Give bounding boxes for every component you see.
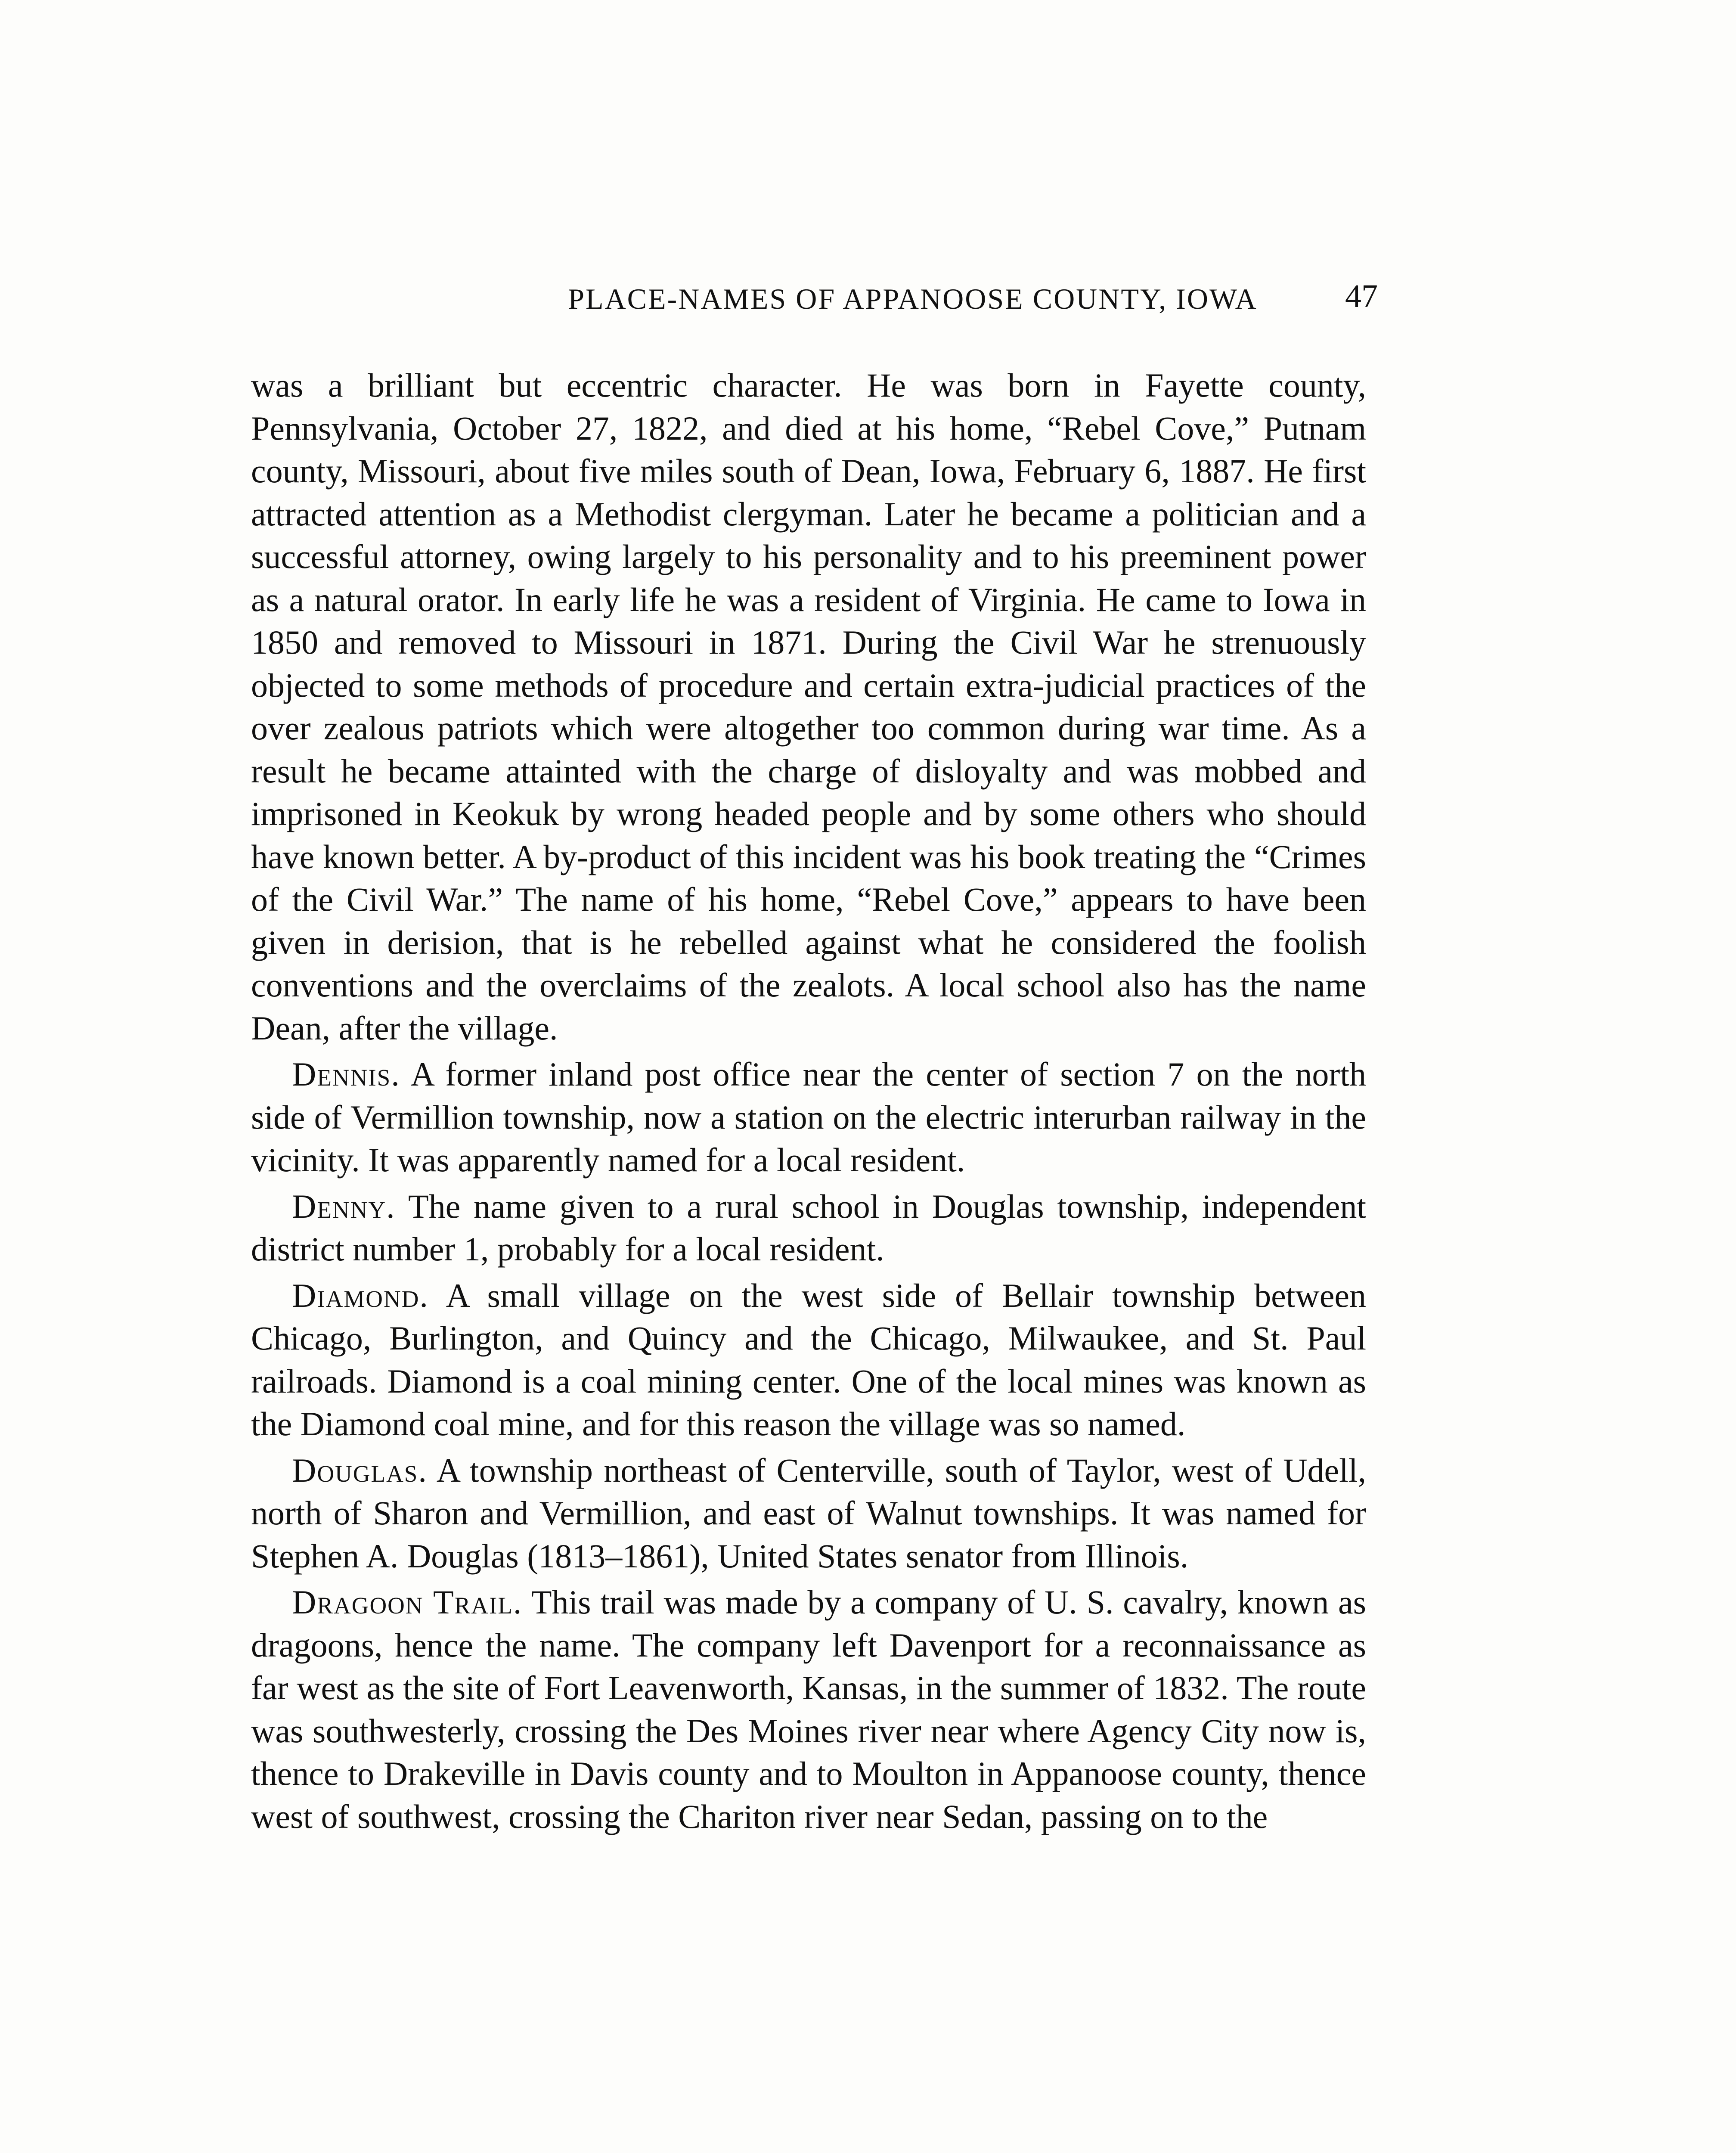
headword: Dragoon Trail. <box>292 1583 523 1621</box>
entry-dragoon-trail <box>251 1581 1366 1838</box>
running-title: PLACE-NAMES OF APPANOOSE COUNTY, IOWA <box>568 282 1258 315</box>
headword: Douglas. <box>292 1451 428 1489</box>
entry-text: A small village on the west side of Bellair township between Chicago, Burlington, and Quincy and the Chicago, Milwaukee, and St. Paul railroads. Diamond is a coal mining center. One of the local mines was known as the Diamond coal mine, and for this reason the village was so named. <box>251 1276 1367 1443</box>
entry-text: A former inland post office near the center of section 7 on the north side of Vermillion township, now a station on the electric interurban railway in the vicinity. It was apparently named for a local resident. <box>251 1055 1366 1179</box>
entry-diamond <box>251 1274 1366 1446</box>
entry-text: A township northeast of Centerville, south of Taylor, west of Udell, north of Sharon and Vermillion, and east of Walnut townships. It was named for Stephen A. Douglas (1813–1861), United States senator from Illinois. <box>251 1451 1366 1575</box>
entry-text: This trail was made by a company of U. S. cavalry, known as dragoons, hence the name. The company left Davenport for a reconnaissance as far west as the site of Fort Leavenworth, Kansas, in the summer of 1832. The route was southwesterly, crossing the Des Moines river near where Agency City now is, thence to Drakeville in Davis county and to Moulton in Appanoose county, thence west of southwest, crossing the Chariton river near Sedan, passing on to the <box>251 1583 1367 1835</box>
body-text <box>251 364 1366 1838</box>
entry-douglas <box>251 1449 1366 1578</box>
headword: Diamond. <box>292 1276 429 1314</box>
page-number: 47 <box>1345 278 1378 314</box>
entry-dennis <box>251 1053 1366 1182</box>
headword: Dennis. <box>292 1055 400 1093</box>
continuation-paragraph: was a brilliant but eccentric character. He was born in Fayette county, Pennsylvania, October 27, 1822, and died at his home, “Rebel Cove,” Putnam county, Missouri, about five miles south of Dean, Iowa, February 6, 1887. He first attracted attention as a Methodist clergyman. Later he became a politician and a successful attorney, owing largely to his personality and to his preeminent power as a natural orator. In early life he was a resident of Virginia. He came to Iowa in 1850 and removed to Missouri in 1871. During the Civil War he strenuously objected to some methods of procedure and certain extra-judicial practices of the over zealous patriots which were altogether too common during war time. As a result he became attainted with the charge of disloyalty and was mobbed and imprisoned in Keokuk by wrong headed people and by some others who should have known better. A by-product of this incident was his book treating the “Crimes of the Civil War.” The name of his home, “Rebel Cove,” appears to have been given in derision, that is he rebelled against what he considered the foolish conventions and the overclaims of the zealots. A local school also has the name Dean, after the village. <box>251 366 1366 1047</box>
entry-text: The name given to a rural school in Douglas township, independent district number 1, probably for a local resident. <box>251 1187 1366 1268</box>
entry-denny <box>251 1185 1366 1271</box>
headword: Denny. <box>292 1187 396 1225</box>
